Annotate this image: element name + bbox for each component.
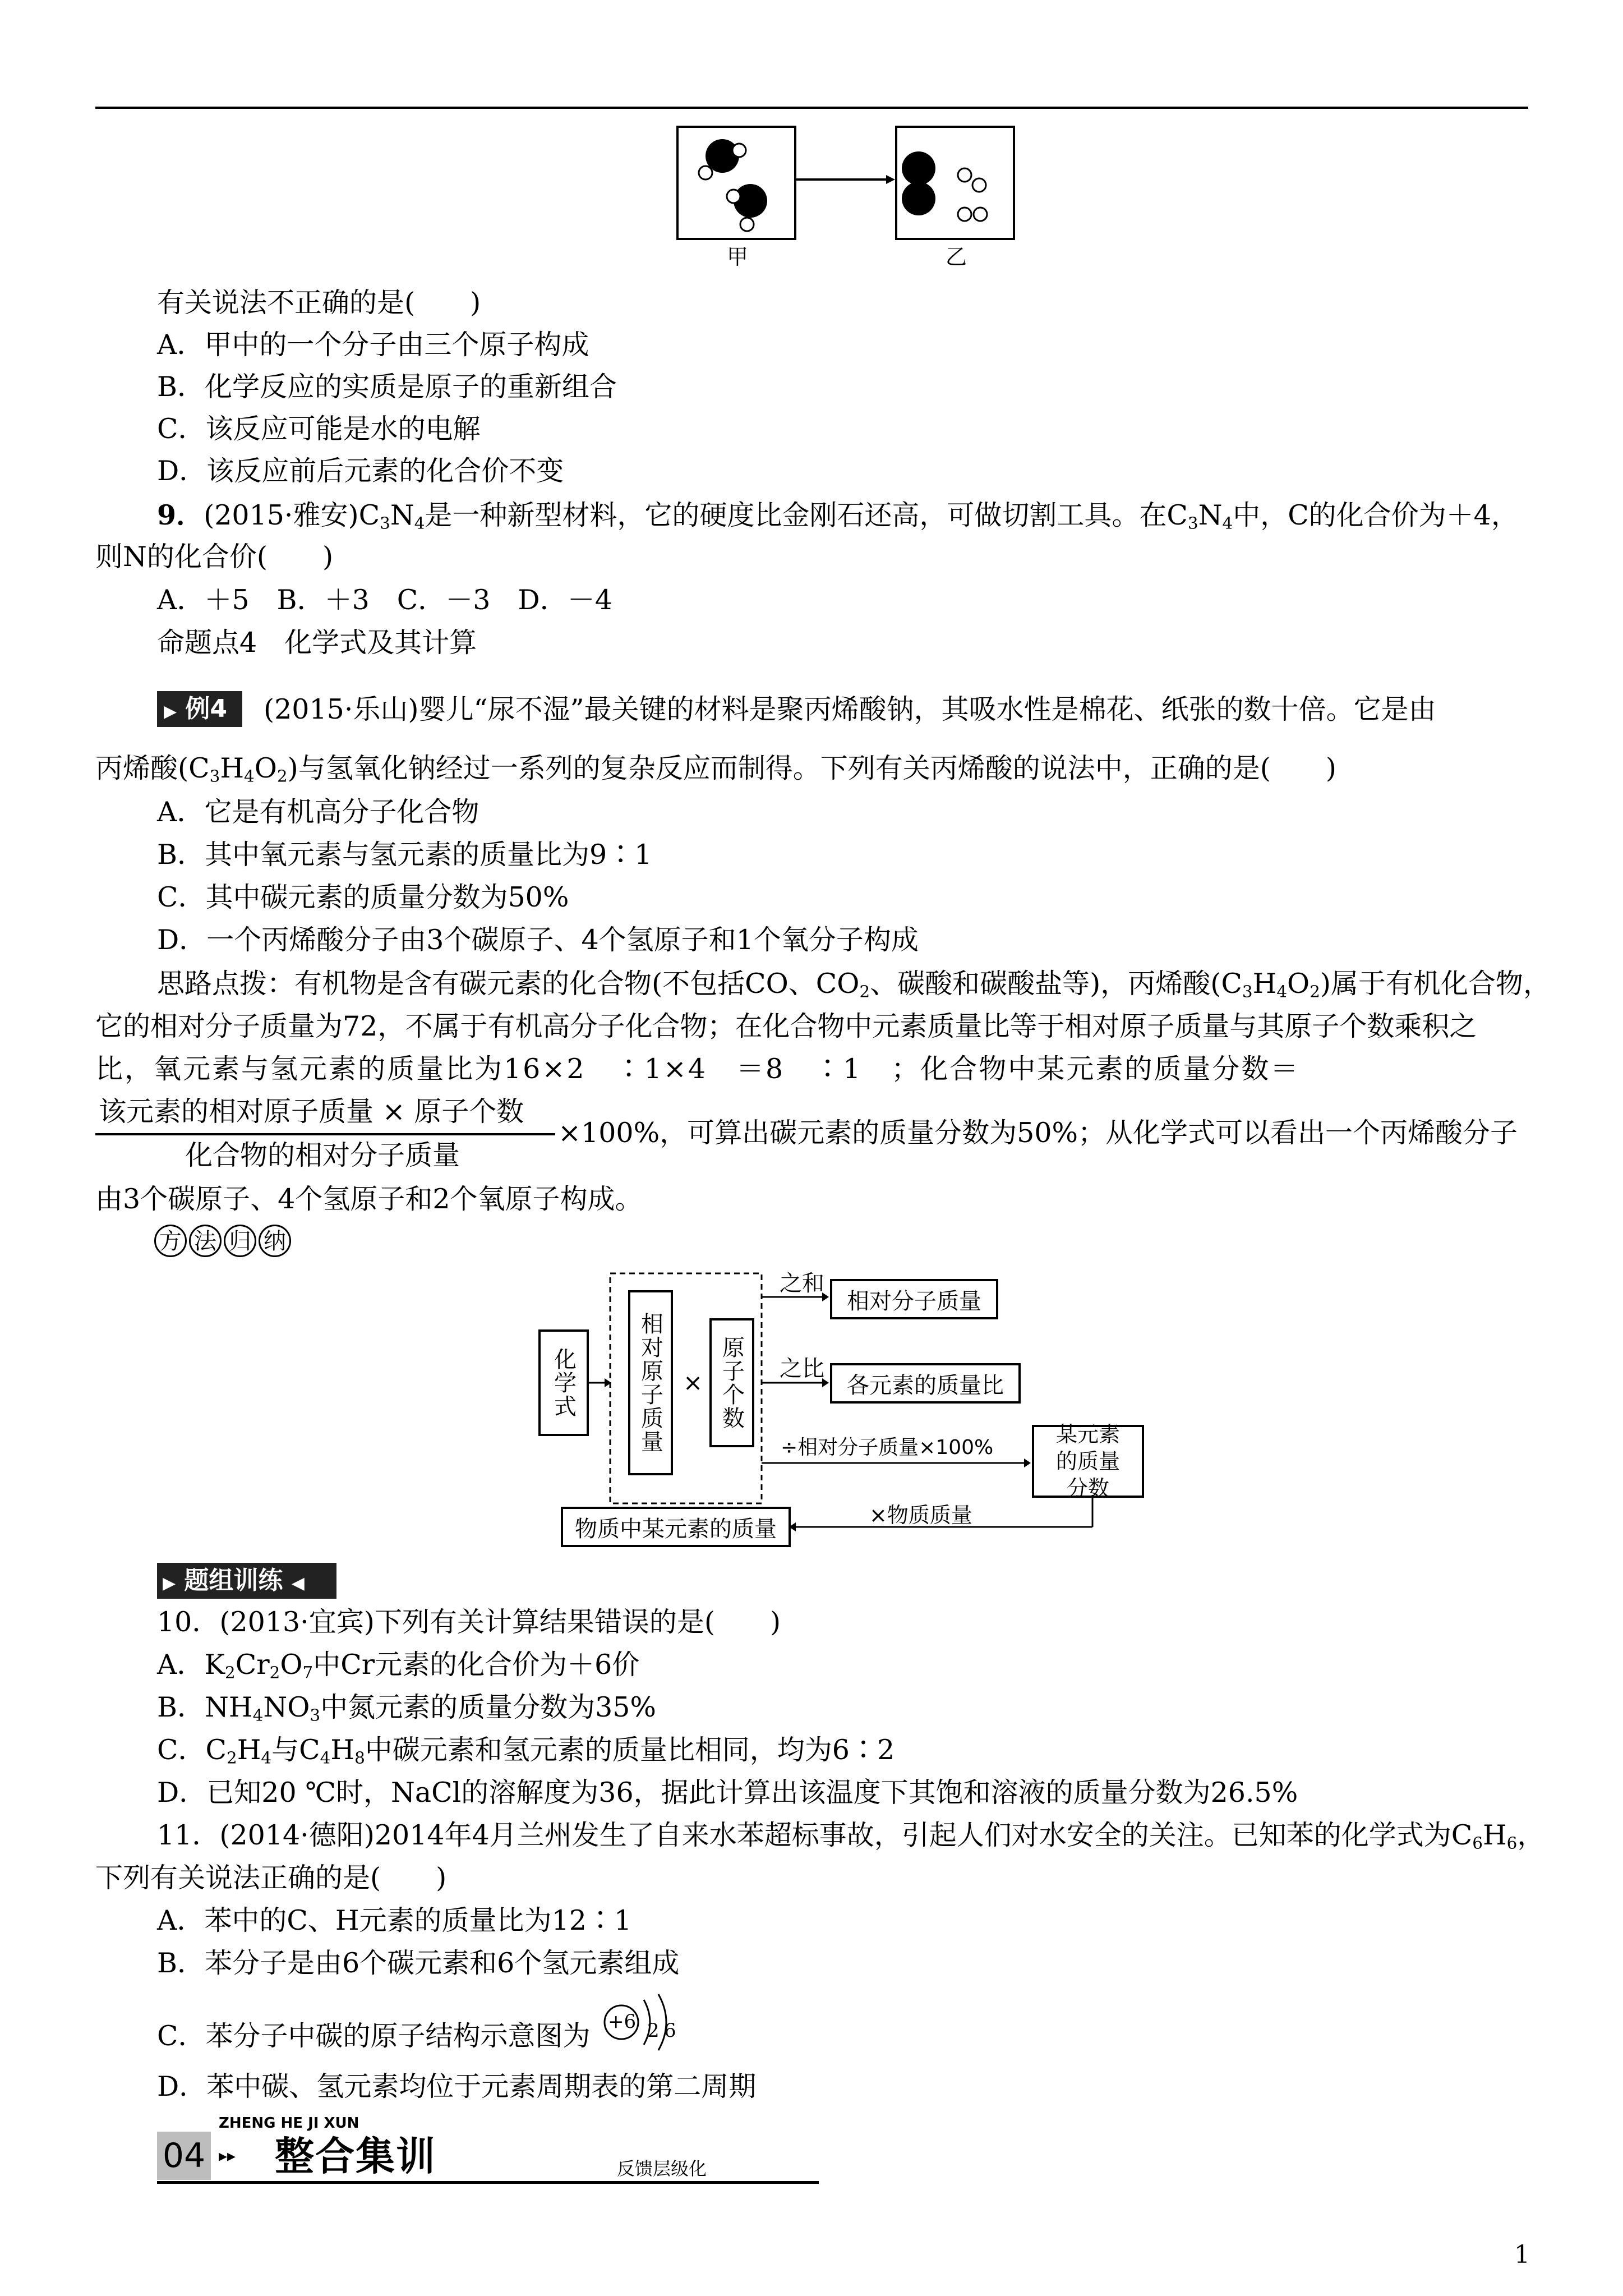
flow-multiply-label: ×物质质量 bbox=[869, 1503, 972, 1527]
play-icon: ▶ bbox=[163, 1573, 176, 1593]
q8-option-a: A．甲中的一个分子由三个原子构成 bbox=[157, 329, 589, 361]
section-title: 命题点4 化学式及其计算 bbox=[157, 627, 477, 659]
q9-line2: 则N的化合价( ) bbox=[95, 541, 334, 573]
drill-tag bbox=[157, 1563, 336, 1599]
example-option-d: D．一个丙烯酸分子由3个碳原子、4个氢原子和1个氧分子构成 bbox=[157, 924, 919, 956]
example-option-c: C．其中碳元素的质量分数为50% bbox=[157, 881, 569, 913]
q10-option-c: C．$C_2H_4$与$C_4H_8$中碳元素和氢元素的质量比相同，均为6∶2 bbox=[157, 1734, 895, 1768]
flow-molecular-mass-box: 相对分子质量 bbox=[830, 1279, 998, 1319]
q11-line2: 下列有关说法正确的是( ) bbox=[95, 1862, 447, 1894]
q11-option-a: A．苯中的C、H元素的质量比为12∶1 bbox=[157, 1904, 632, 1936]
flow-sum-label: 之和 bbox=[780, 1271, 824, 1296]
atom-nucleus-charge: +6 bbox=[608, 2010, 637, 2033]
molecule-figure bbox=[673, 123, 1021, 269]
q8-option-c: C．该反应可能是水的电解 bbox=[157, 413, 481, 445]
q8-option-b: B．化学反应的实质是原子的重新组合 bbox=[157, 371, 617, 403]
method-char-1: 方 bbox=[154, 1225, 187, 1257]
q10-option-d: D．已知20 ℃时，NaCl的溶解度为36，据此计算出该温度下其饱和溶液的质量分数为26.5% bbox=[157, 1777, 1298, 1809]
banner-pinyin: ZHENG HE JI XUN bbox=[219, 2115, 359, 2132]
hint-fraction-denominator: 化合物的相对分子质量 bbox=[185, 1139, 460, 1171]
atom-shell-2-electrons: 6 bbox=[664, 2019, 676, 2042]
figure-label-right: 乙 bbox=[946, 245, 967, 269]
banner-rule bbox=[157, 2181, 819, 2184]
hint-line3: 比，氧元素与氢元素的质量比为16×2 ∶1×4 ＝8 ∶1 ；化合物中某元素的质量分数＝ bbox=[95, 1053, 1300, 1085]
flow-relative-atomic-mass-box: 相对原子质量 bbox=[628, 1290, 673, 1475]
page-number: 1 bbox=[1514, 2240, 1530, 2269]
q11-option-c: C．苯分子中碳的原子结构示意图为 bbox=[157, 2020, 591, 2052]
method-char-4: 纳 bbox=[259, 1225, 291, 1257]
footer-banner bbox=[157, 2115, 819, 2188]
hint-line2: 它的相对分子质量为72，不属于有机高分子化合物；在化合物中元素质量比等于相对原子质量与其原子个数乘积之 bbox=[95, 1010, 1477, 1042]
q10-stem: 10．(2013·宜宾)下列有关计算结果错误的是( ) bbox=[157, 1606, 781, 1638]
hint-line4-tail: ×100%，可算出碳元素的质量分数为50%；从化学式可以看出一个丙烯酸分子 bbox=[558, 1117, 1518, 1149]
flow-formula-box: 化学式 bbox=[538, 1329, 589, 1436]
play-icon: ▶ bbox=[164, 702, 177, 721]
fraction-bar bbox=[95, 1133, 555, 1135]
atom-shell-1-electrons: 2 bbox=[647, 2019, 660, 2042]
q9-options: A．＋5 B．＋3 C．－3 D．－4 bbox=[157, 584, 612, 616]
flow-element-ratio-box: 各元素的质量比 bbox=[830, 1363, 1021, 1404]
q11-line1: 11．(2014·德阳)2014年4月兰州发生了自来水苯超标事故，引起人们对水安全的关注。已知苯的化学式为$C_6H_6$， bbox=[157, 1819, 1545, 1853]
banner-title: 整合集训 bbox=[275, 2133, 436, 2179]
example-option-a: A．它是有机高分子化合物 bbox=[157, 796, 479, 828]
example-line2: 丙烯酸$(C_3H_4O_2)$与氢氧化钠经过一系列的复杂反应而制得。下列有关丙烯酸的说法中，正确的是( ) bbox=[95, 752, 1336, 786]
hint-line1: 思路点拨：有机物是含有碳元素的化合物(不包括CO、$CO_2$、碳酸和碳酸盐等)，丙烯酸$(C_3H_4O_2)$属于有机化合物， bbox=[157, 968, 1551, 1001]
q10-option-b: B．$NH_4NO_3$中氮元素的质量分数为35% bbox=[157, 1691, 656, 1725]
reaction-diagram bbox=[673, 123, 1021, 247]
method-char-2: 法 bbox=[189, 1225, 222, 1257]
figure-label-left: 甲 bbox=[727, 245, 749, 269]
banner-arrow-icon: ▸▸ bbox=[219, 2146, 236, 2166]
flow-mass-fraction-box: 某元素的质量分数 bbox=[1032, 1425, 1144, 1498]
banner-subtitle: 反馈层级化 bbox=[617, 2158, 707, 2179]
reverse-play-icon: ◀ bbox=[291, 1573, 305, 1593]
q8-option-d: D．该反应前后元素的化合价不变 bbox=[157, 455, 564, 487]
example-tag-label: 例4 bbox=[185, 694, 228, 723]
q9-line1: 9．(2015·雅安)$C_3N_4$是一种新型材料，它的硬度比金刚石还高，可做切割工具。在$C_3N_4$中，C的化合价为＋4， bbox=[157, 499, 1519, 533]
flow-times-sign: × bbox=[683, 1369, 703, 1396]
flow-chart bbox=[538, 1262, 1155, 1554]
q11-option-d: D．苯中碳、氢元素均位于元素周期表的第二周期 bbox=[157, 2070, 757, 2102]
q8-stem: 有关说法不正确的是( ) bbox=[157, 287, 481, 319]
flow-division-label: ÷相对分子质量×100% bbox=[781, 1436, 994, 1459]
top-rule bbox=[95, 107, 1528, 109]
drill-tag-label: 题组训练 bbox=[184, 1566, 283, 1595]
q10-option-a: A．$K_2Cr_2O_7$中Cr元素的化合价为＋6价 bbox=[157, 1649, 640, 1682]
example-tag bbox=[157, 691, 242, 727]
banner-number: 04 bbox=[157, 2132, 211, 2180]
method-summary bbox=[154, 1223, 293, 1257]
flow-atom-count-box: 原子个数 bbox=[709, 1318, 754, 1447]
hint-line5: 由3个碳原子、4个氢原子和2个氧原子构成。 bbox=[95, 1183, 643, 1215]
hint-fraction-numerator: 该元素的相对原子质量 × 原子个数 bbox=[99, 1096, 524, 1128]
method-char-3: 归 bbox=[224, 1225, 256, 1257]
q11-option-b: B．苯分子是由6个碳元素和6个氢元素组成 bbox=[157, 1947, 680, 1979]
example-option-b: B．其中氧元素与氢元素的质量比为9∶1 bbox=[157, 839, 652, 871]
flow-ratio-label: 之比 bbox=[780, 1356, 824, 1382]
example-line1: (2015·乐山)婴儿“尿不湿”最关键的材料是聚丙烯酸钠，其吸水性是棉花、纸张的数十倍。它是由 bbox=[264, 693, 1436, 725]
flow-element-mass-box: 物质中某元素的质量 bbox=[561, 1507, 791, 1547]
carbon-atom-structure-diagram bbox=[600, 1986, 684, 2059]
